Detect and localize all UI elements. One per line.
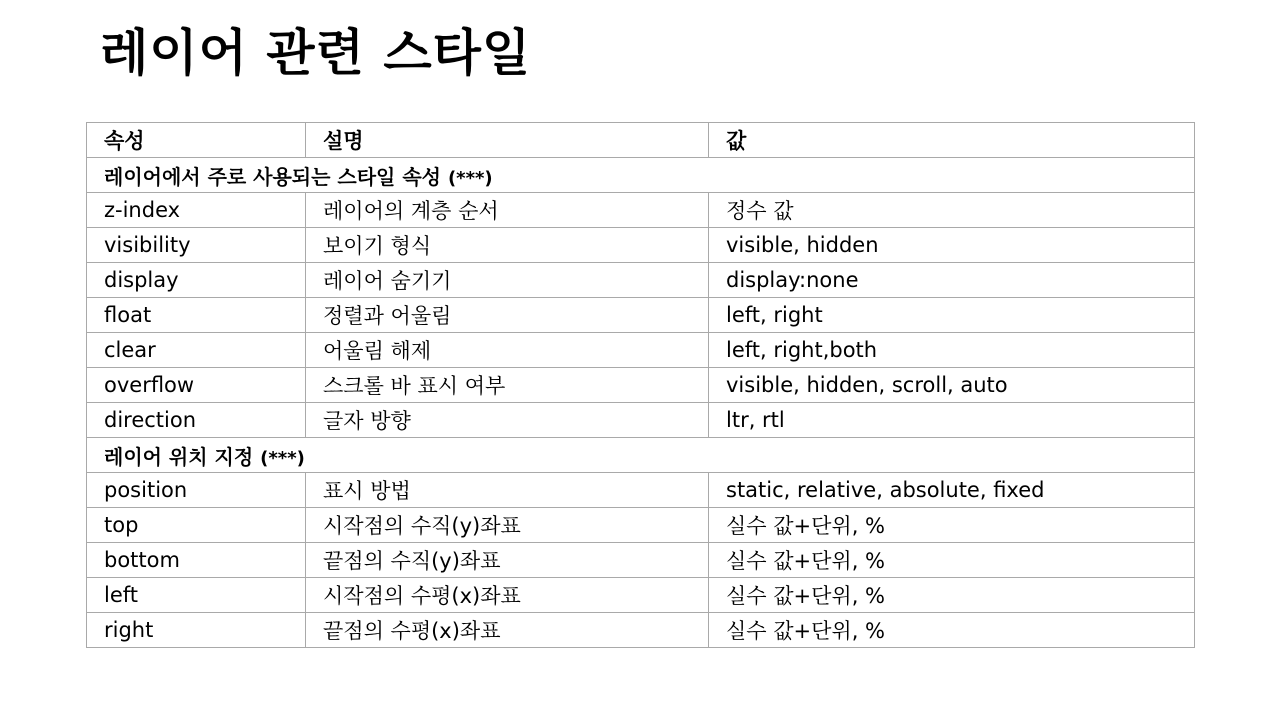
description-cell: 보이기 형식 xyxy=(306,228,709,263)
property-cell: z-index xyxy=(87,193,306,228)
property-cell: position xyxy=(87,473,306,508)
section-row xyxy=(87,158,1195,193)
description-cell: 어울림 해제 xyxy=(306,333,709,368)
value-cell: visible, hidden xyxy=(709,228,1195,263)
section-heading-cell xyxy=(87,438,1195,473)
description-cell: 시작점의 수평(x)좌표 xyxy=(306,578,709,613)
description-cell: 스크롤 바 표시 여부 xyxy=(306,368,709,403)
property-cell: visibility xyxy=(87,228,306,263)
description-cell: 레이어 숨기기 xyxy=(306,263,709,298)
table-row xyxy=(87,508,1195,543)
section-importance-note: (***) xyxy=(447,167,493,189)
description-cell: 시작점의 수직(y)좌표 xyxy=(306,508,709,543)
property-cell: bottom xyxy=(87,543,306,578)
table-row xyxy=(87,228,1195,263)
header-value: 값 xyxy=(709,123,1195,158)
description-cell: 끝점의 수평(x)좌표 xyxy=(306,613,709,648)
value-cell: 실수 값+단위, % xyxy=(709,578,1195,613)
property-cell: top xyxy=(87,508,306,543)
description-cell: 정렬과 어울림 xyxy=(306,298,709,333)
section-heading: 레이어에서 주로 사용되는 스타일 속성 xyxy=(104,164,441,189)
value-cell: 실수 값+단위, % xyxy=(709,613,1195,648)
header-property: 속성 xyxy=(87,123,306,158)
table-row xyxy=(87,193,1195,228)
value-cell: left, right xyxy=(709,298,1195,333)
section-row xyxy=(87,438,1195,473)
property-cell: float xyxy=(87,298,306,333)
value-cell: display:none xyxy=(709,263,1195,298)
table-row xyxy=(87,473,1195,508)
property-cell: display xyxy=(87,263,306,298)
section-heading-cell xyxy=(87,158,1195,193)
table-row xyxy=(87,613,1195,648)
property-cell: overflow xyxy=(87,368,306,403)
table-row xyxy=(87,298,1195,333)
description-cell: 레이어의 계층 순서 xyxy=(306,193,709,228)
value-cell: static, relative, absolute, fixed xyxy=(709,473,1195,508)
table-row xyxy=(87,543,1195,578)
table-row xyxy=(87,403,1195,438)
table-row xyxy=(87,333,1195,368)
css-properties-table xyxy=(86,122,1195,648)
property-cell: left xyxy=(87,578,306,613)
header-description: 설명 xyxy=(306,123,709,158)
table-row xyxy=(87,368,1195,403)
value-cell: left, right,both xyxy=(709,333,1195,368)
table-row xyxy=(87,263,1195,298)
value-cell: 실수 값+단위, % xyxy=(709,508,1195,543)
section-heading: 레이어 위치 지정 xyxy=(104,444,254,469)
table-header-row xyxy=(87,123,1195,158)
description-cell: 끝점의 수직(y)좌표 xyxy=(306,543,709,578)
property-cell: right xyxy=(87,613,306,648)
section-importance-note: (***) xyxy=(260,447,305,469)
value-cell: 정수 값 xyxy=(709,193,1195,228)
slide-title: 레이어 관련 스타일 xyxy=(100,24,532,82)
property-cell: clear xyxy=(87,333,306,368)
value-cell: visible, hidden, scroll, auto xyxy=(709,368,1195,403)
description-cell: 표시 방법 xyxy=(306,473,709,508)
description-cell: 글자 방향 xyxy=(306,403,709,438)
value-cell: 실수 값+단위, % xyxy=(709,543,1195,578)
value-cell: ltr, rtl xyxy=(709,403,1195,438)
table-row xyxy=(87,578,1195,613)
property-cell: direction xyxy=(87,403,306,438)
